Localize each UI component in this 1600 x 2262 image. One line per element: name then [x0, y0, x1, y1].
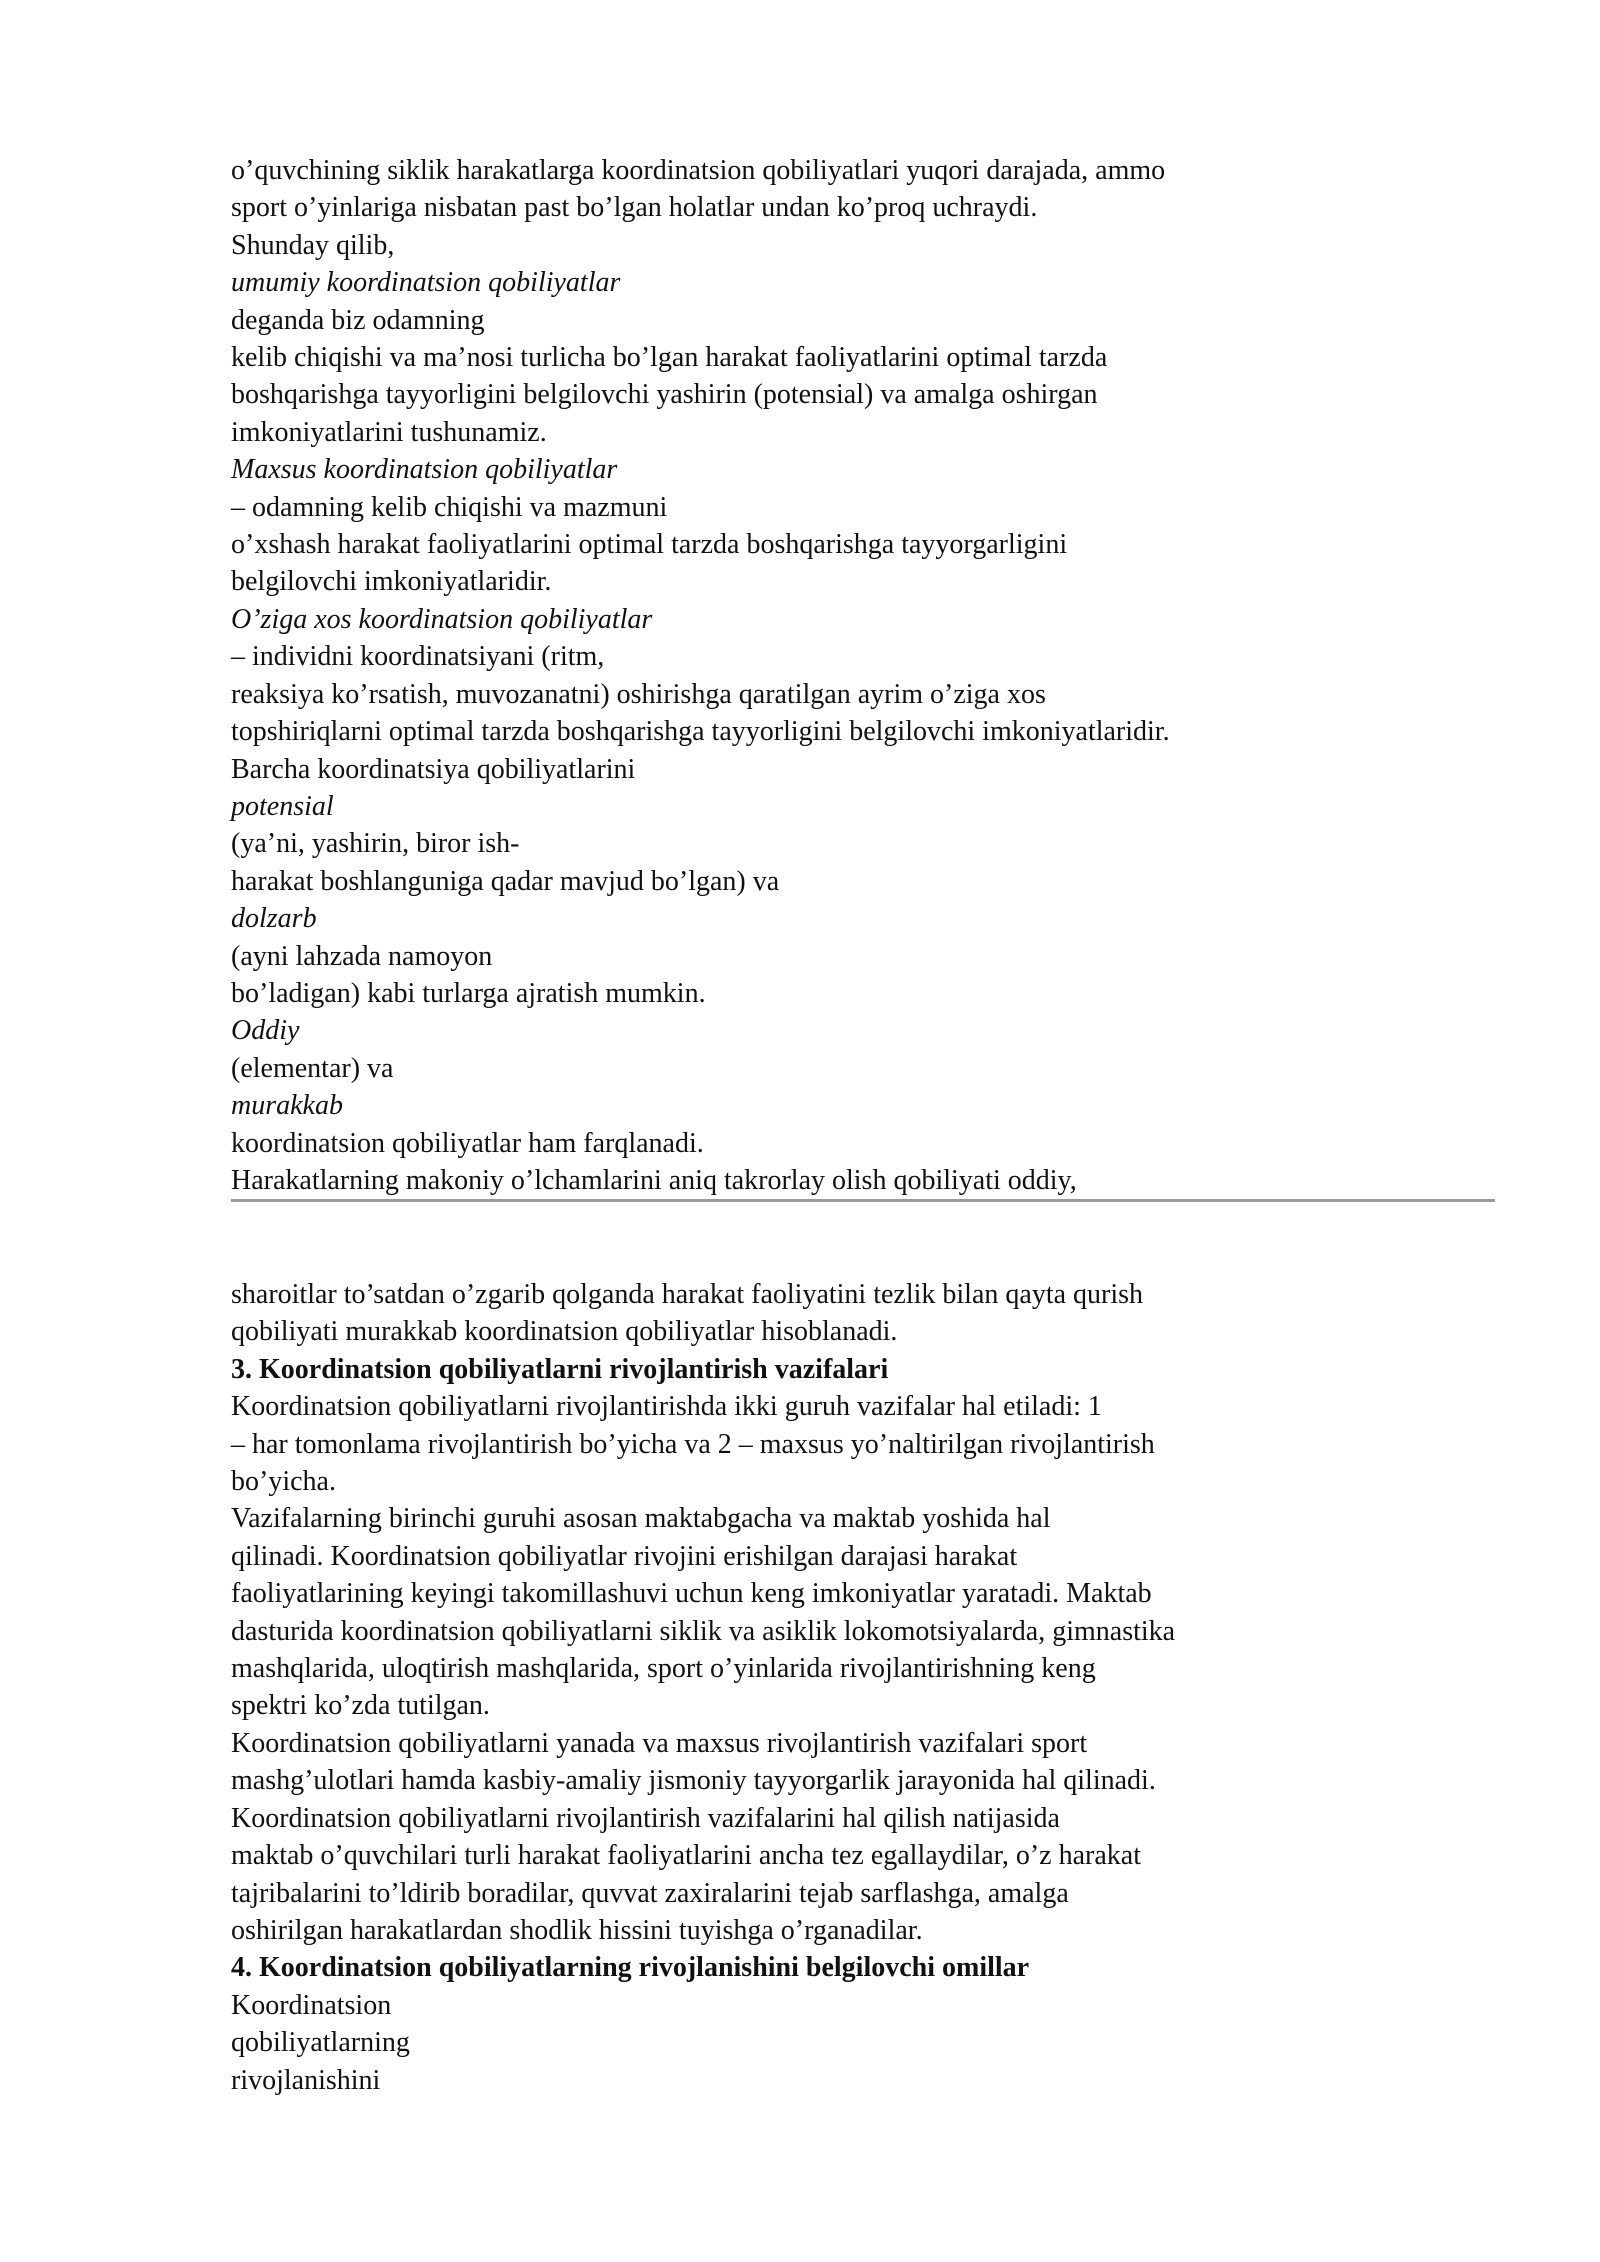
- text-line: – odamning kelib chiqishi va mazmuni: [231, 491, 668, 523]
- text-line: harakat boshlanguniga qadar mavjud bo’lgan) va: [231, 865, 780, 897]
- text-line: rivojlanishini: [231, 2064, 381, 2096]
- section-heading: 4. Koordinatsion qobiliyatlarning rivojlanishini belgilovchi omillar: [231, 1952, 1030, 1984]
- italic-term: dolzarb: [231, 903, 317, 935]
- text-line: Koordinatsion qobiliyatlarni yanada va maxsus rivojlantirish vazifalari sport: [231, 1727, 1088, 1759]
- text-line: Koordinatsion qobiliyatlarni rivojlantirishda ikki guruh vazifalar hal etiladi: 1: [231, 1391, 1102, 1423]
- text-line: qilinadi. Koordinatsion qobiliyatlar rivojini erishilgan darajasi harakat: [231, 1540, 1018, 1572]
- text-line: imkoniyatlarini tushunamiz.: [231, 416, 547, 448]
- text-line: mashqlarida, uloqtirish mashqlarida, sport o’yinlarida rivojlantirishning keng: [231, 1653, 1096, 1685]
- text-line: – har tomonlama rivojlantirish bo’yicha va 2 – maxsus yo’naltirilgan rivojlantirish: [231, 1428, 1155, 1460]
- text-line: koordinatsion qobiliyatlar ham farqlanadi.: [231, 1127, 704, 1159]
- text-line: bo’ladigan) kabi turlarga ajratish mumkin.: [231, 977, 706, 1009]
- text-line: Koordinatsion: [231, 1989, 392, 2021]
- italic-term: potensial: [231, 790, 334, 822]
- section-heading: 3. Koordinatsion qobiliyatlarni rivojlantirish vazifalari: [231, 1353, 889, 1385]
- page-2-text: [231, 1276, 1431, 2099]
- text-line: mashg’ulotlari hamda kasbiy-amaliy jismoniy tayyorgarlik jarayonida hal qilinadi.: [231, 1765, 1156, 1797]
- text-line: Koordinatsion qobiliyatlarni rivojlantirish vazifalarini hal qilish natijasida: [231, 1802, 1060, 1834]
- text-line: (ayni lahzada namoyon: [231, 940, 493, 972]
- text-line: – individni koordinatsiyani (ritm,: [231, 641, 605, 673]
- text-line: o’quvchining siklik harakatlarga koordinatsion qobiliyatlari yuqori darajada, ammo: [231, 155, 1166, 186]
- text-line: Shunday qilib,: [231, 229, 395, 261]
- text-line: reaksiya ko’rsatish, muvozanatni) oshirishga qaratilgan ayrim o’ziga xos: [231, 678, 1046, 710]
- text-line: tajribalarini to’ldirib boradilar, quvvat zaxiralarini tejab sarflashga, amalga: [231, 1877, 1069, 1909]
- text-line: (elementar) va: [231, 1052, 394, 1084]
- text-line: (ya’ni, yashirin, biror ish-: [231, 828, 520, 860]
- text-line: boshqarishga tayyorligini belgilovchi yashirin (potensial) va amalga oshirgan: [231, 379, 1098, 411]
- text-line: qobiliyatlarning: [231, 2027, 410, 2059]
- text-line: faoliyatlarining keyingi takomillashuvi uchun keng imkoniyatlar yaratadi. Maktab: [231, 1578, 1152, 1610]
- text-line: maktab o’quvchilari turli harakat faoliyatlarini ancha tez egallaydilar, o’z harakat: [231, 1840, 1141, 1872]
- text-line: Vazifalarning birinchi guruhi asosan maktabgacha va maktab yoshida hal: [231, 1503, 1051, 1535]
- page-separator: [231, 1199, 1495, 1202]
- text-line: topshiriqlarni optimal tarzda boshqarishga tayyorligini belgilovchi imkoniyatlaridir.: [231, 716, 1170, 748]
- italic-term: Oddiy: [231, 1015, 300, 1047]
- text-line: Barcha koordinatsiya qobiliyatlarini: [231, 753, 636, 785]
- text-line: oshirilgan harakatlardan shodlik hissini tuyishga o’rganadilar.: [231, 1914, 923, 1946]
- text-line: belgilovchi imkoniyatlaridir.: [231, 566, 552, 598]
- italic-term: murakkab: [231, 1090, 343, 1122]
- text-line: deganda biz odamning: [231, 304, 485, 336]
- text-line: qobiliyati murakkab koordinatsion qobiliyatlar hisoblanadi.: [231, 1316, 898, 1348]
- italic-term: O’ziga xos koordinatsion qobiliyatlar: [231, 603, 653, 635]
- italic-term: umumiy koordinatsion qobiliyatlar: [231, 267, 621, 299]
- page-1-text: [231, 152, 1431, 1199]
- text-line: kelib chiqishi va ma’nosi turlicha bo’lgan harakat faoliyatlarini optimal tarzda: [231, 342, 1108, 374]
- text-line: o’xshash harakat faoliyatlarini optimal tarzda boshqarishga tayyorgarligini: [231, 529, 1068, 561]
- text-line: spektri ko’zda tutilgan.: [231, 1690, 490, 1722]
- text-line: sharoitlar to’satdan o’zgarib qolganda harakat faoliyatini tezlik bilan qayta qurish: [231, 1279, 1144, 1310]
- text-line: Harakatlarning makoniy o’lchamlarini aniq takrorlay olish qobiliyati oddiy,: [231, 1164, 1077, 1196]
- text-line: bo’yicha.: [231, 1466, 336, 1498]
- text-line: sport o’yinlariga nisbatan past bo’lgan holatlar undan ko’proq uchraydi.: [231, 192, 1038, 224]
- text-line: dasturida koordinatsion qobiliyatlarni siklik va asiklik lokomotsiyalarda, gimnastika: [231, 1615, 1176, 1647]
- italic-term: Maxsus koordinatsion qobiliyatlar: [231, 454, 618, 486]
